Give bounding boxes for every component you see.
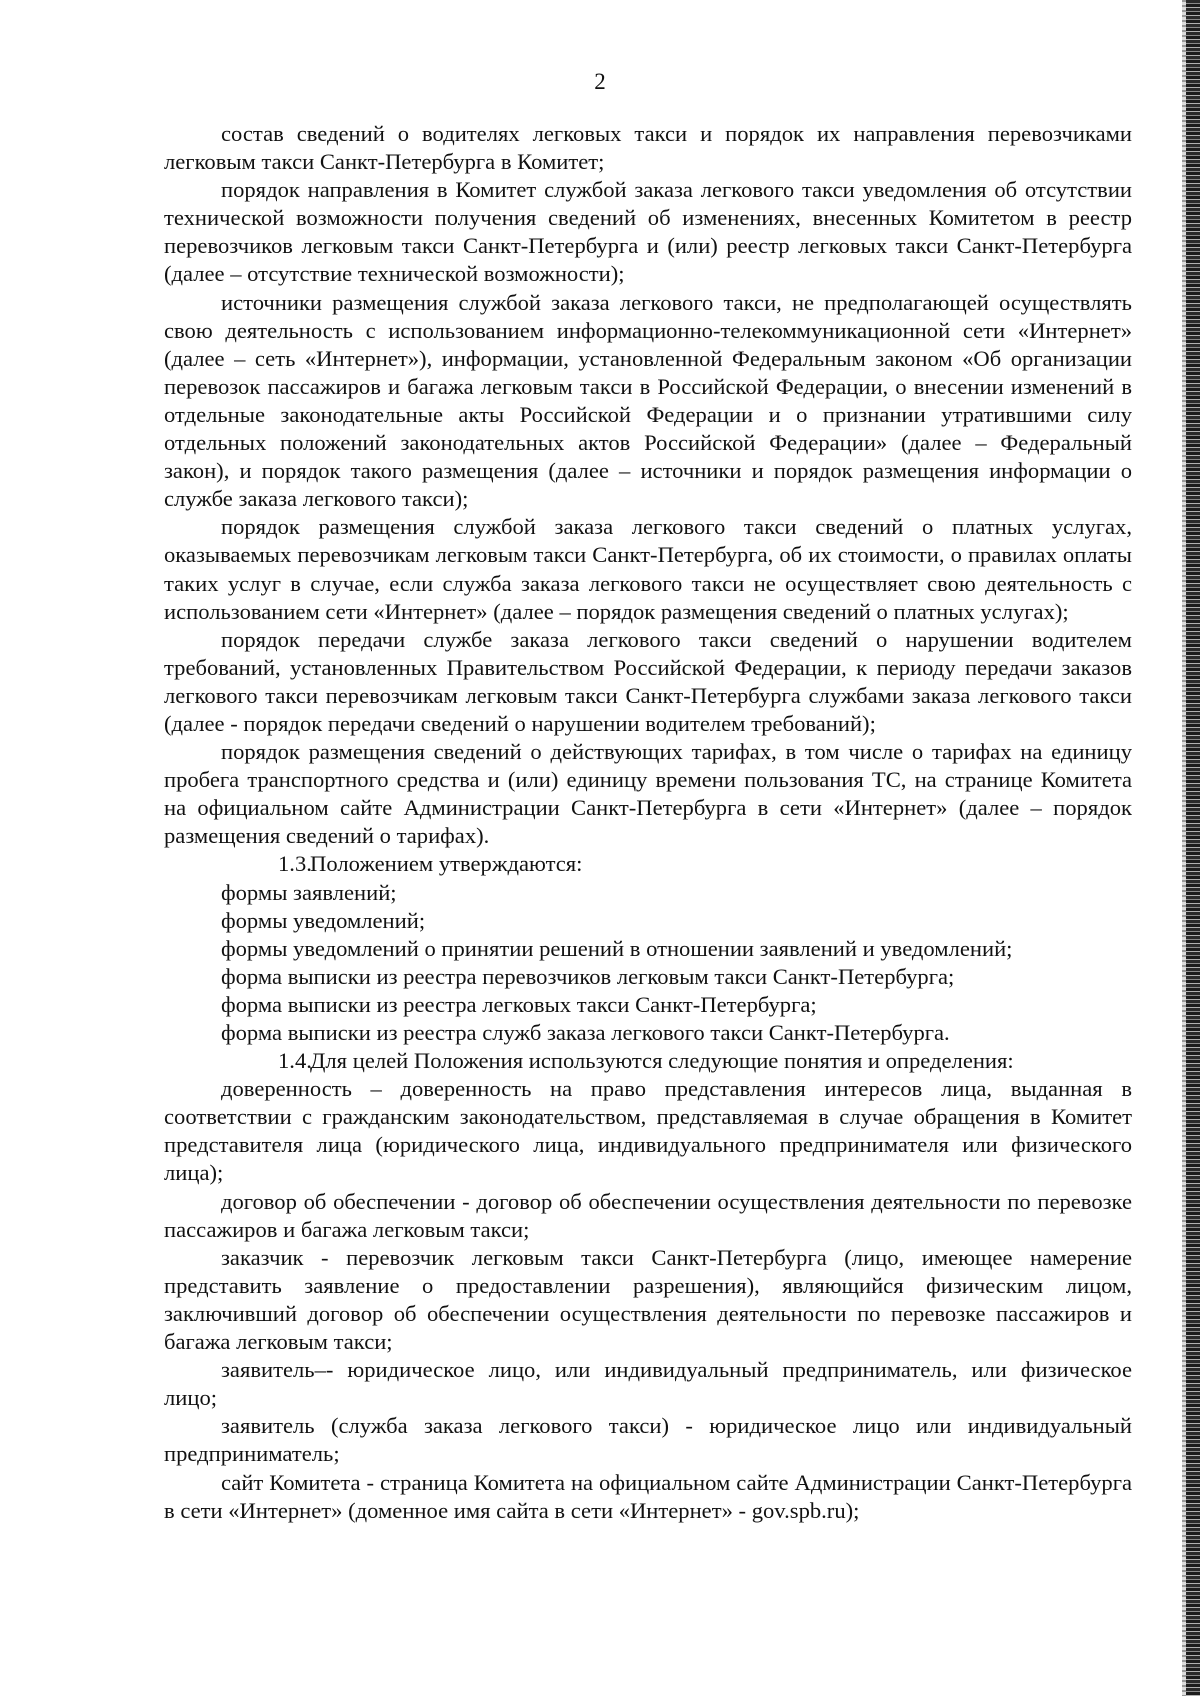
definition-customer: заказчик - перевозчик легковым такси Санкт-Петербурга (лицо, имеющее намерение представить заявление о предоставлении разрешения), являющийся физическим лицом, заключивший договор об обеспечении осуществления деятельности по перевозке пассажиров и багажа легковым такси; xyxy=(164,1244,1132,1355)
definition-applicant: заявитель–- юридическое лицо, или индивидуальный предприниматель, или физическое лицо; xyxy=(164,1357,1132,1411)
clause-1-3-text: Положением утверждаются: xyxy=(310,851,583,877)
page-number: 2 xyxy=(594,69,606,94)
clause-1-3 xyxy=(164,850,1132,878)
paragraph-tariffs: порядок размещения сведений о действующих тарифах, в том числе о тарифах на единицу пробега транспортного средства и (или) единицу времени пользования ТС, на странице Комитета на официальном сайте Администрации Санкт-Петербурга в сети «Интернет» (далее – порядок размещения сведений о тарифах). xyxy=(164,739,1132,849)
paragraph-driver-violations: порядок передачи службе заказа легкового такси сведений о нарушении водителем требований, установленных Правительством Российской Федерации, к периоду передачи заказов легкового такси перевозчикам легковым такси Санкт-Петербурга службами заказа легкового такси (далее - порядок передачи сведений о нарушении водителем требований); xyxy=(164,626,1132,736)
scan-edge xyxy=(1186,0,1200,1696)
form-item: форма выписки из реестра служб заказа легкового такси Санкт-Петербурга. xyxy=(221,1020,950,1045)
clause-1-4 xyxy=(164,1047,1132,1075)
form-item: формы заявлений; xyxy=(221,879,397,905)
paragraph-driver-info: состав сведений о водителях легковых такси и порядок их направления перевозчиками легковым такси Санкт-Петербурга в Комитет; xyxy=(164,121,1132,175)
form-item: форма выписки из реестра легковых такси Санкт-Петербурга; xyxy=(221,991,817,1017)
clause-1-4-text: Для целей Положения используются следующие понятия и определения: xyxy=(310,1048,1014,1074)
paragraph-no-technical-capability: порядок направления в Комитет службой заказа легкового такси уведомления об отсутствии технической возможности получения сведений об изменениях, внесенных Комитетом в реестр перевозчиков легковым такси Санкт-Петербурга и (или) реестр легковых такси Санкт-Петербурга (далее – отсутствие технической возможности); xyxy=(164,177,1132,287)
form-item: формы уведомлений о принятии решений в отношении заявлений и уведомлений; xyxy=(221,935,1013,961)
definition-power-of-attorney: доверенность – доверенность на право представления интересов лица, выданная в соответствии с гражданским законодательством, представляемая в случае обращения в Комитет представителя лица (юридического лица, индивидуального предпринимателя или физического лица); xyxy=(164,1076,1132,1186)
document-body xyxy=(164,120,1132,1525)
clause-1-3-number: 1.3. xyxy=(278,851,312,877)
definition-support-agreement: договор об обеспечении - договор об обеспечении осуществления деятельности по перевозке пассажиров и багажа легковым такси; xyxy=(164,1188,1132,1242)
form-item: формы уведомлений; xyxy=(221,907,426,933)
paragraph-info-sources: источники размещения службой заказа легкового такси, не предполагающей осуществлять свою деятельность с использованием информационно-телекоммуникационной сети «Интернет» (далее – сеть «Интернет»), информации, установленной Федеральным законом «Об организации перевозок пассажиров и багажа легковым такси в Российской Федерации, о внесении изменений в отдельные законодательные акты Российской Федерации и о признании утратившими силу отдельных положений законодательных актов Российской Федерации» (далее – Федеральный закон), и порядок такого размещения (далее – источники и порядок размещения информации о службе заказа легкового такси); xyxy=(164,289,1132,512)
clause-1-4-number: 1.4. xyxy=(278,1048,312,1074)
definition-committee-site: сайт Комитета - страница Комитета на официальном сайте Администрации Санкт-Петербурга в сети «Интернет» (доменное имя сайта в сети «Интернет» - gov.spb.ru); xyxy=(164,1469,1132,1523)
form-item: форма выписки из реестра перевозчиков легковым такси Санкт-Петербурга; xyxy=(221,963,955,989)
definition-applicant-dispatch-service: заявитель (служба заказа легкового такси) - юридическое лицо или индивидуальный предприниматель; xyxy=(164,1413,1132,1467)
paragraph-paid-services: порядок размещения службой заказа легкового такси сведений о платных услугах, оказываемых перевозчикам легковым такси Санкт-Петербурга, об их стоимости, о правилах оплаты таких услуг в случае, если служба заказа легкового такси не осуществляет свою деятельность с использованием сети «Интернет» (далее – порядок размещения сведений о платных услугах); xyxy=(164,514,1132,624)
